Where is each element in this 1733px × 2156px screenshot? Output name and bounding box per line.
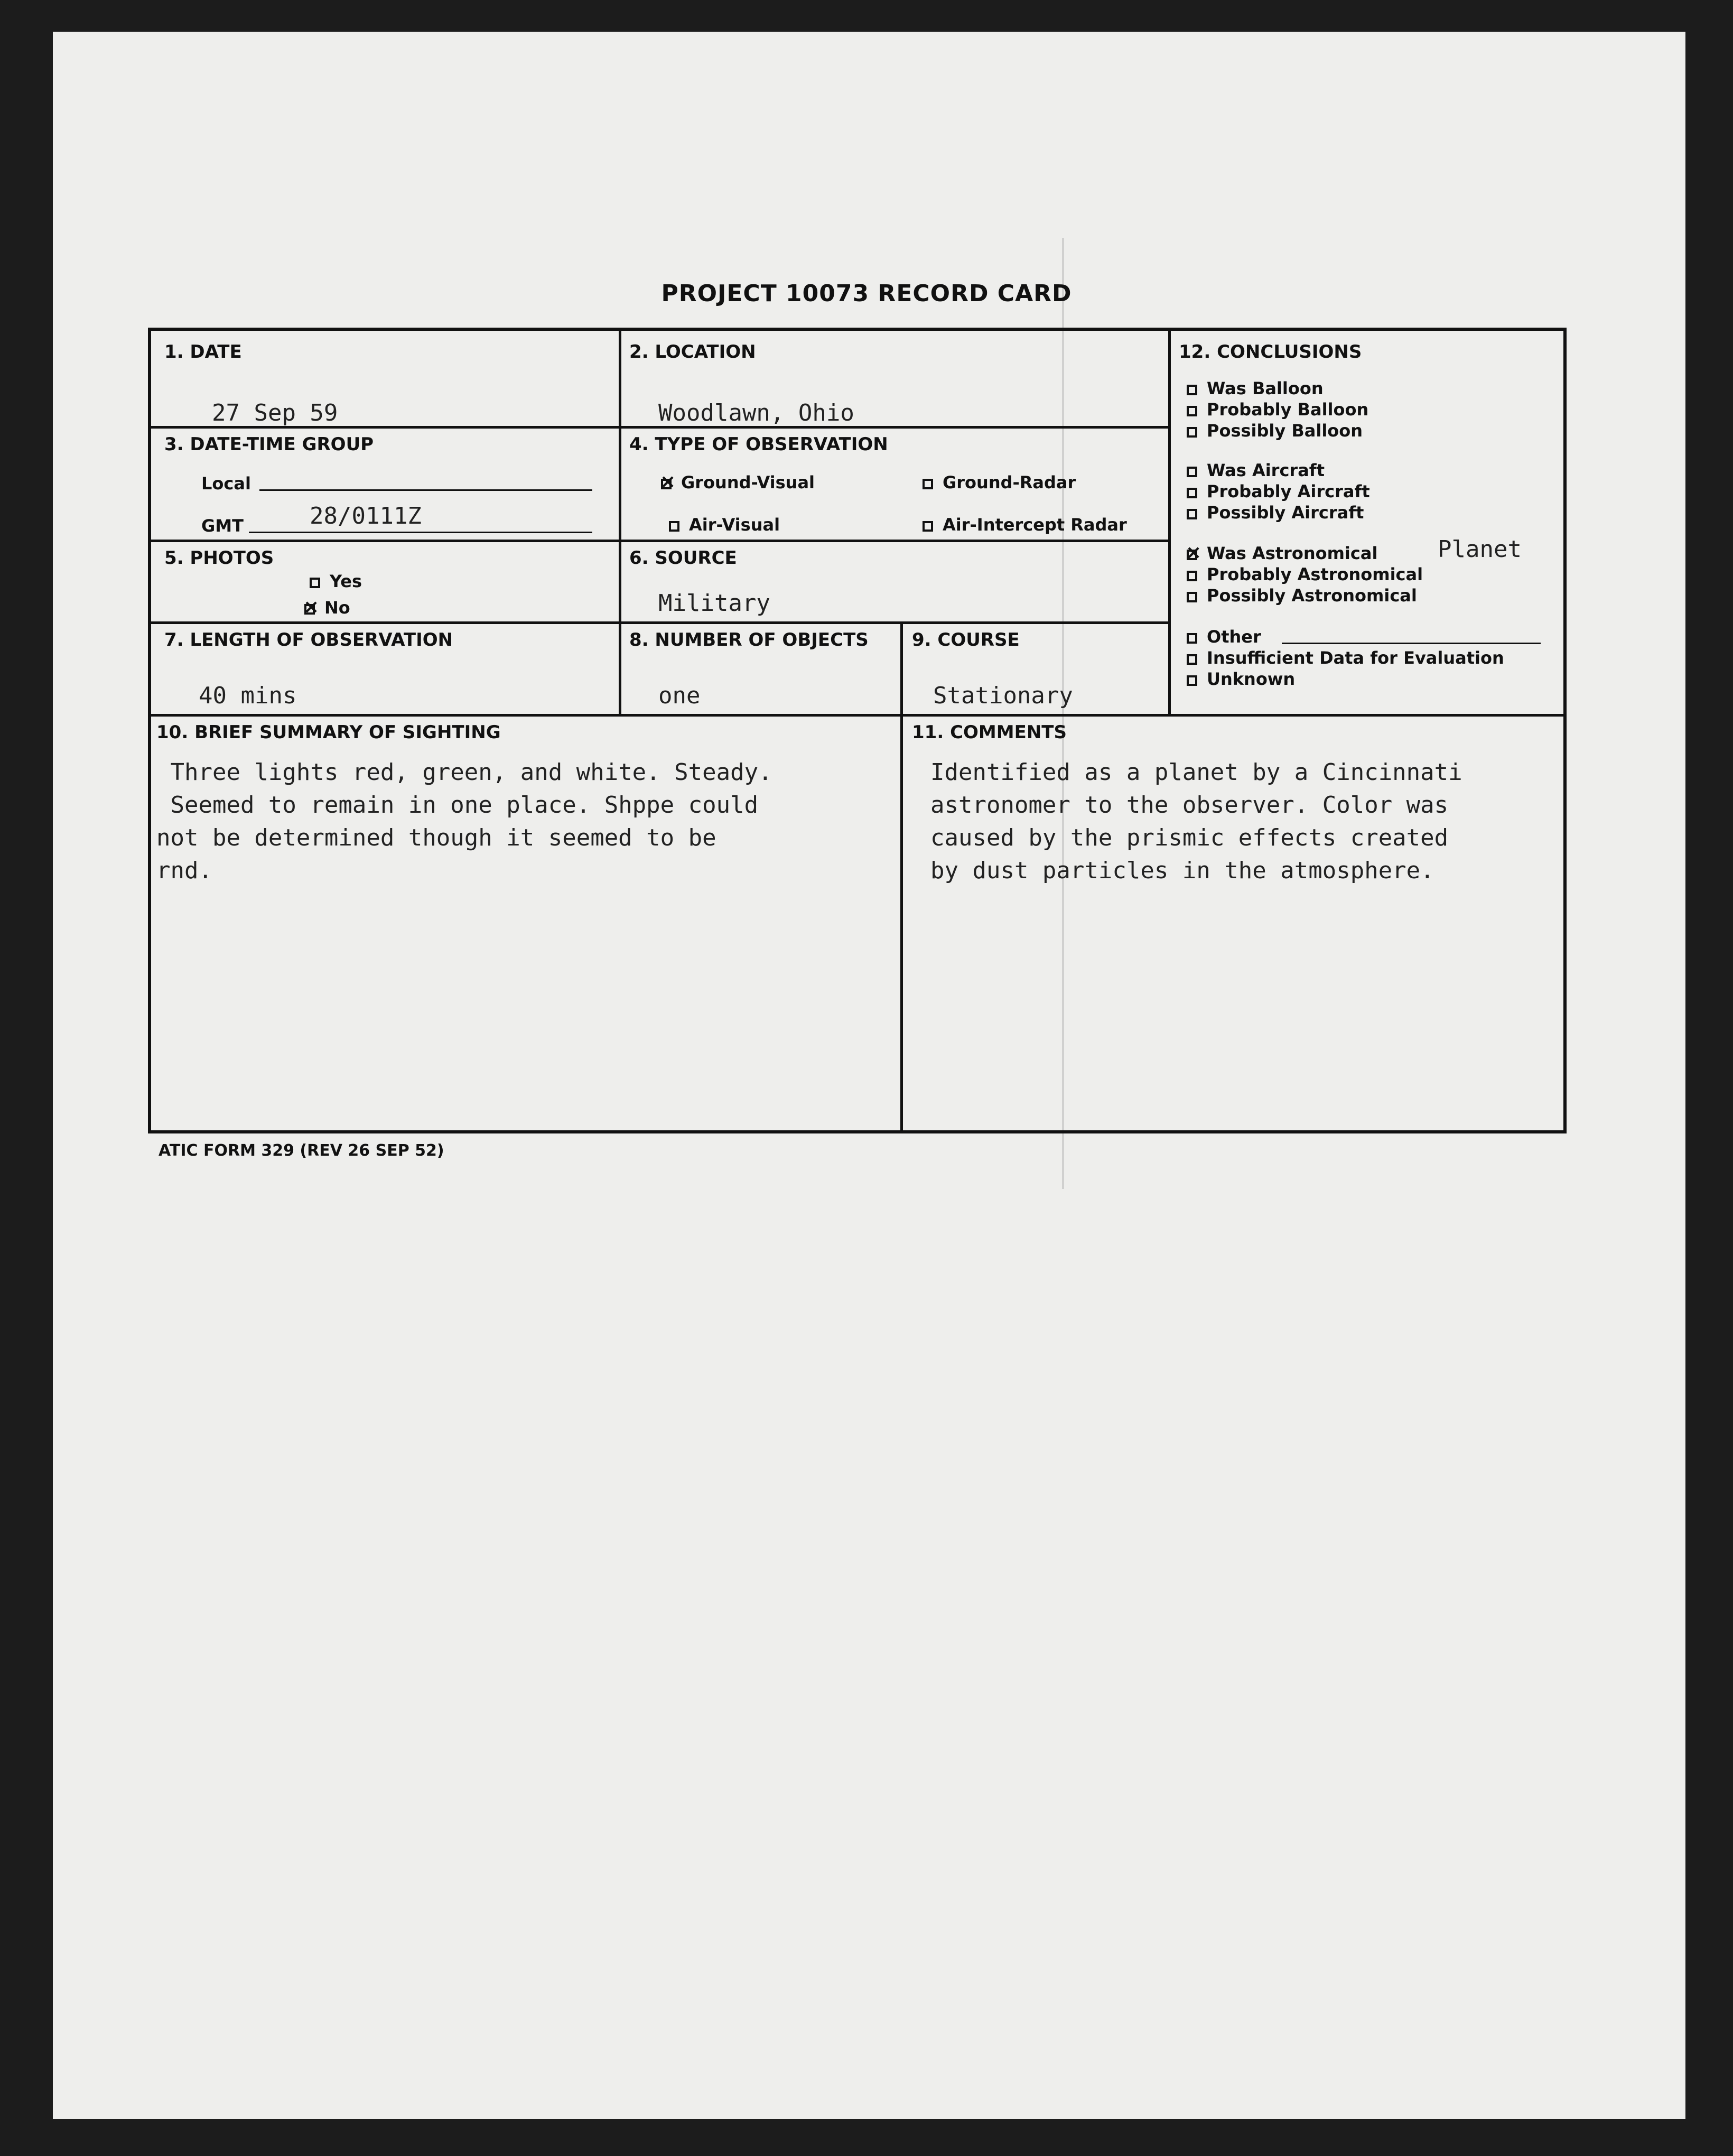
photos-label: 5. PHOTOS xyxy=(164,547,274,569)
conclusion-possibly-balloon: Possibly Balloon xyxy=(1187,421,1363,441)
source-value: Military xyxy=(658,590,770,617)
comments-text xyxy=(930,756,1462,887)
rule-objects-course xyxy=(900,621,903,714)
comments-line: by dust particles in the atmosphere. xyxy=(930,857,1434,884)
conclusion-annotation: Planet xyxy=(1438,536,1522,563)
checkbox-icon xyxy=(923,521,933,532)
record-card xyxy=(148,328,1567,1133)
checkbox-icon xyxy=(1187,427,1197,438)
checkbox-icon xyxy=(669,521,679,532)
comments-line: caused by the prismic effects created xyxy=(930,824,1449,851)
option-air-visual: Air-Visual xyxy=(669,515,780,535)
option-photos-no: ×No xyxy=(304,598,350,618)
course-value: Stationary xyxy=(933,682,1073,709)
checkbox-icon xyxy=(1187,654,1197,665)
rule-row3 xyxy=(151,621,1171,624)
conclusion-probably-balloon: Probably Balloon xyxy=(1187,399,1368,420)
checkbox-icon xyxy=(1187,406,1197,416)
date-label: 1. DATE xyxy=(164,341,242,363)
checkbox-icon xyxy=(1187,509,1197,519)
checkbox-icon xyxy=(1187,571,1197,581)
conclusion-possibly-astronomical: Possibly Astronomical xyxy=(1187,586,1417,606)
summary-label: 10. BRIEF SUMMARY OF SIGHTING xyxy=(156,722,501,743)
rule-row4 xyxy=(151,714,1563,717)
conclusion-was-aircraft: Was Aircraft xyxy=(1187,460,1325,480)
checkbox-icon xyxy=(1187,675,1197,686)
form-number: ATIC FORM 329 (REV 26 SEP 52) xyxy=(159,1141,444,1160)
dtg-label: 3. DATE-TIME GROUP xyxy=(164,434,374,455)
source-label: 6. SOURCE xyxy=(629,547,737,569)
conclusions-label: 12. CONCLUSIONS xyxy=(1179,341,1362,363)
course-label: 9. COURSE xyxy=(912,629,1020,650)
observation-type-label: 4. TYPE OF OBSERVATION xyxy=(629,434,888,455)
rule-col1 xyxy=(619,331,621,714)
rule-col-conclusions xyxy=(1168,331,1171,714)
location-label: 2. LOCATION xyxy=(629,341,756,363)
checkbox-icon xyxy=(1187,385,1197,395)
option-ground-visual: ×Ground-Visual xyxy=(661,472,815,492)
checkbox-icon xyxy=(1187,488,1197,498)
checkbox-checked-icon xyxy=(1187,550,1197,560)
conclusion-was-balloon: Was Balloon xyxy=(1187,378,1324,398)
rule-row2 xyxy=(151,540,1171,542)
gmt-underline xyxy=(249,532,592,533)
conclusion-was-astronomical: ×Was Astronomical xyxy=(1187,543,1377,563)
checkbox-icon xyxy=(923,479,933,489)
objects-value: one xyxy=(658,682,701,709)
local-underline xyxy=(259,489,592,491)
conclusion-other: Other xyxy=(1187,627,1261,647)
conclusion-probably-astronomical: Probably Astronomical xyxy=(1187,564,1423,584)
conclusion-possibly-aircraft: Possibly Aircraft xyxy=(1187,503,1364,523)
gmt-value: 28/0111Z xyxy=(310,503,422,529)
option-air-intercept-radar: Air-Intercept Radar xyxy=(923,515,1127,535)
summary-line: Seemed to remain in one place. Shppe could xyxy=(156,792,759,819)
checkbox-icon xyxy=(310,578,320,588)
conclusion-insufficient-data: Insufficient Data for Evaluation xyxy=(1187,648,1504,668)
location-value: Woodlawn, Ohio xyxy=(658,399,854,426)
conclusion-unknown: Unknown xyxy=(1187,669,1295,689)
checkbox-checked-icon xyxy=(304,604,315,615)
option-photos-yes: Yes xyxy=(310,571,362,591)
date-value: 27 Sep 59 xyxy=(212,399,338,426)
checkbox-checked-icon xyxy=(661,479,672,489)
summary-line: not be determined though it seemed to be xyxy=(156,824,716,851)
other-underline xyxy=(1282,643,1541,644)
comments-label: 11. COMMENTS xyxy=(912,722,1067,743)
checkbox-icon xyxy=(1187,592,1197,602)
option-ground-radar: Ground-Radar xyxy=(923,472,1076,492)
summary-line: rnd. xyxy=(156,857,212,884)
checkbox-icon xyxy=(1187,467,1197,477)
conclusion-probably-aircraft: Probably Aircraft xyxy=(1187,481,1370,501)
form-title: PROJECT 10073 RECORD CARD xyxy=(661,280,1072,307)
length-label: 7. LENGTH OF OBSERVATION xyxy=(164,629,453,650)
local-label: Local xyxy=(201,473,251,494)
objects-label: 8. NUMBER OF OBJECTS xyxy=(629,629,869,650)
length-value: 40 mins xyxy=(199,682,297,709)
summary-text xyxy=(156,756,772,887)
summary-line: Three lights red, green, and white. Steady. xyxy=(156,759,772,786)
comments-line: Identified as a planet by a Cincinnati xyxy=(930,759,1462,786)
checkbox-icon xyxy=(1187,633,1197,644)
gmt-label: GMT xyxy=(201,516,244,536)
comments-line: astronomer to the observer. Color was xyxy=(930,792,1449,819)
